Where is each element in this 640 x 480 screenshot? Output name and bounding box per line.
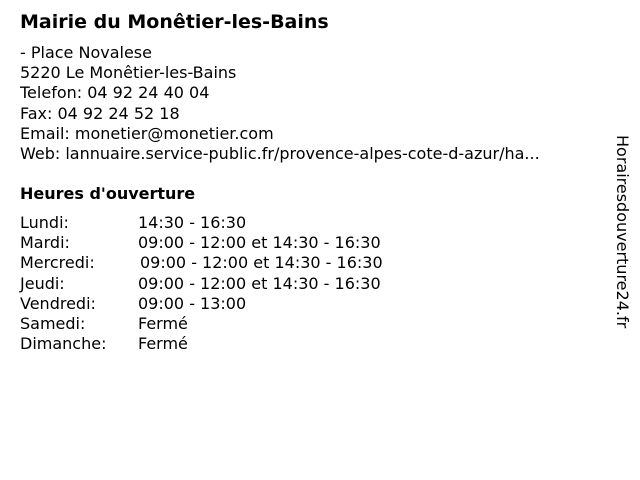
day-label: Dimanche: (20, 334, 107, 354)
street-line: - Place Novalese (20, 43, 152, 62)
site-watermark: Horairesdouverture24.fr (613, 135, 632, 329)
day-hours: 09:00 - 12:00 et 14:30 - 16:30 (140, 253, 383, 273)
day-hours: Fermé (138, 334, 188, 354)
day-label: Mercredi: (20, 253, 95, 273)
day-label: Lundi: (20, 213, 69, 232)
fax-line: Fax: 04 92 24 52 18 (20, 103, 180, 123)
day-hours: 09:00 - 12:00 et 14:30 - 16:30 (138, 233, 381, 253)
city-line: 5220 Le Monêtier-les-Bains (20, 63, 237, 83)
page-title: Mairie du Monêtier-les-Bains (20, 11, 329, 33)
day-label: Mardi: (20, 233, 70, 253)
hours-heading: Heures d'ouverture (20, 184, 196, 203)
email-line: Email: monetier@monetier.com (20, 123, 274, 143)
day-hours: 09:00 - 12:00 et 14:30 - 16:30 (138, 273, 381, 293)
day-hours: Fermé (138, 313, 188, 333)
day-hours: 09:00 - 13:00 (138, 293, 247, 313)
address-block (20, 43, 540, 164)
web-line: Web: lannuaire.service-public.fr/provence-alpes-cote-d-azur/ha... (20, 144, 540, 164)
day-label: Samedi: (20, 313, 86, 333)
day-label: Jeudi: (20, 273, 65, 293)
day-hours: 14:30 - 16:30 (138, 213, 247, 232)
phone-line: Telefon: 04 92 24 40 04 (20, 83, 210, 103)
day-label: Vendredi: (20, 293, 96, 313)
